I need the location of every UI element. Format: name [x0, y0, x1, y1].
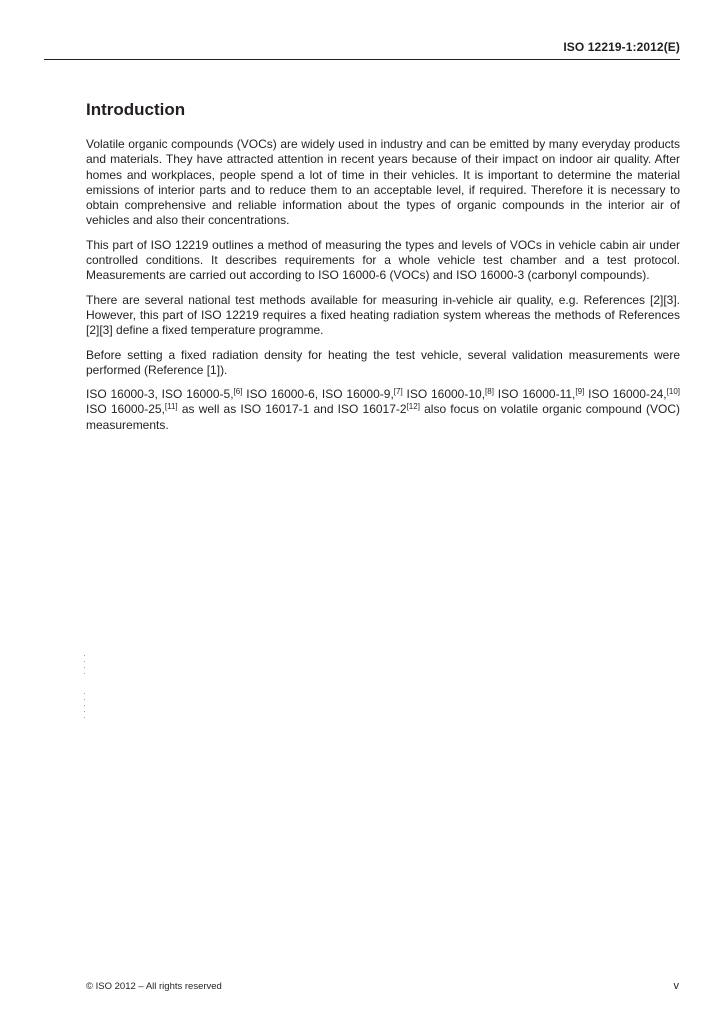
document-body [86, 137, 680, 442]
p5-text: ISO 16000-11, [493, 387, 576, 402]
p5-text: ISO 16000-10, [402, 387, 486, 402]
paragraph-3: There are several national test methods available for measuring in-vehicle air quality, e.g. References [2][3]. However, this part of ISO 12219 requires a fixed heating radiation system whereas the methods of References [2][3] define a fixed temperature programme. [86, 292, 680, 338]
reference-citation: [7] [393, 387, 403, 397]
margin-dots [84, 655, 86, 679]
footer-copyright: © ISO 2012 – All rights reserved [86, 981, 222, 992]
reference-citation: [10] [666, 387, 680, 397]
reference-citation: [6] [233, 387, 243, 397]
p5-text: ISO 16000-25, [86, 402, 165, 417]
section-title: Introduction [86, 100, 186, 119]
paragraph-1: Volatile organic compounds (VOCs) are widely used in industry and can be emitted by many everyday products and materials. They have attracted attention in recent years because of their impact on indoor air quality. After homes and workplaces, people spend a lot of time in their vehicles. It is important to determine the material emissions of interior parts and to reduce them to an acceptable level, if required. Therefore it is necessary to obtain comprehensive and reliable information about the types of organic compounds in the interior air of vehicles and also their concentrations. [86, 137, 680, 228]
p5-text: ISO 16000-3, ISO 16000-5, [86, 387, 234, 402]
paragraph-2: This part of ISO 12219 outlines a method of measuring the types and levels of VOCs in vehicle cabin air under controlled conditions. It describes requirements for a whole vehicle test chamber and a test protocol. Measurements are carried out according to ISO 16000-6 (VOCs) and ISO 16000-3 (carbonyl compounds). [86, 237, 680, 283]
p5-text: ISO 16000-6, ISO 16000-9, [242, 387, 394, 402]
p5-text: ISO 16000-24, [584, 387, 667, 402]
p5-text: also focus on volatile organic compound (VOC) measurements. [86, 402, 680, 432]
header-rule [44, 59, 680, 60]
reference-citation: [8] [485, 387, 494, 397]
reference-citation: [12] [406, 402, 420, 412]
paragraph-5 [86, 387, 680, 433]
reference-citation: [9] [575, 387, 585, 397]
p5-text: as well as ISO 16017-1 and ISO 16017-2 [177, 402, 407, 417]
header-doc-ref: ISO 12219-1:2012(E) [563, 40, 680, 54]
footer-page-number: v [673, 980, 679, 992]
margin-dots [84, 693, 86, 723]
paragraph-4: Before setting a fixed radiation density for heating the test vehicle, several validation measurements were performed (Reference [1]). [86, 347, 680, 377]
reference-citation: [11] [164, 402, 178, 412]
